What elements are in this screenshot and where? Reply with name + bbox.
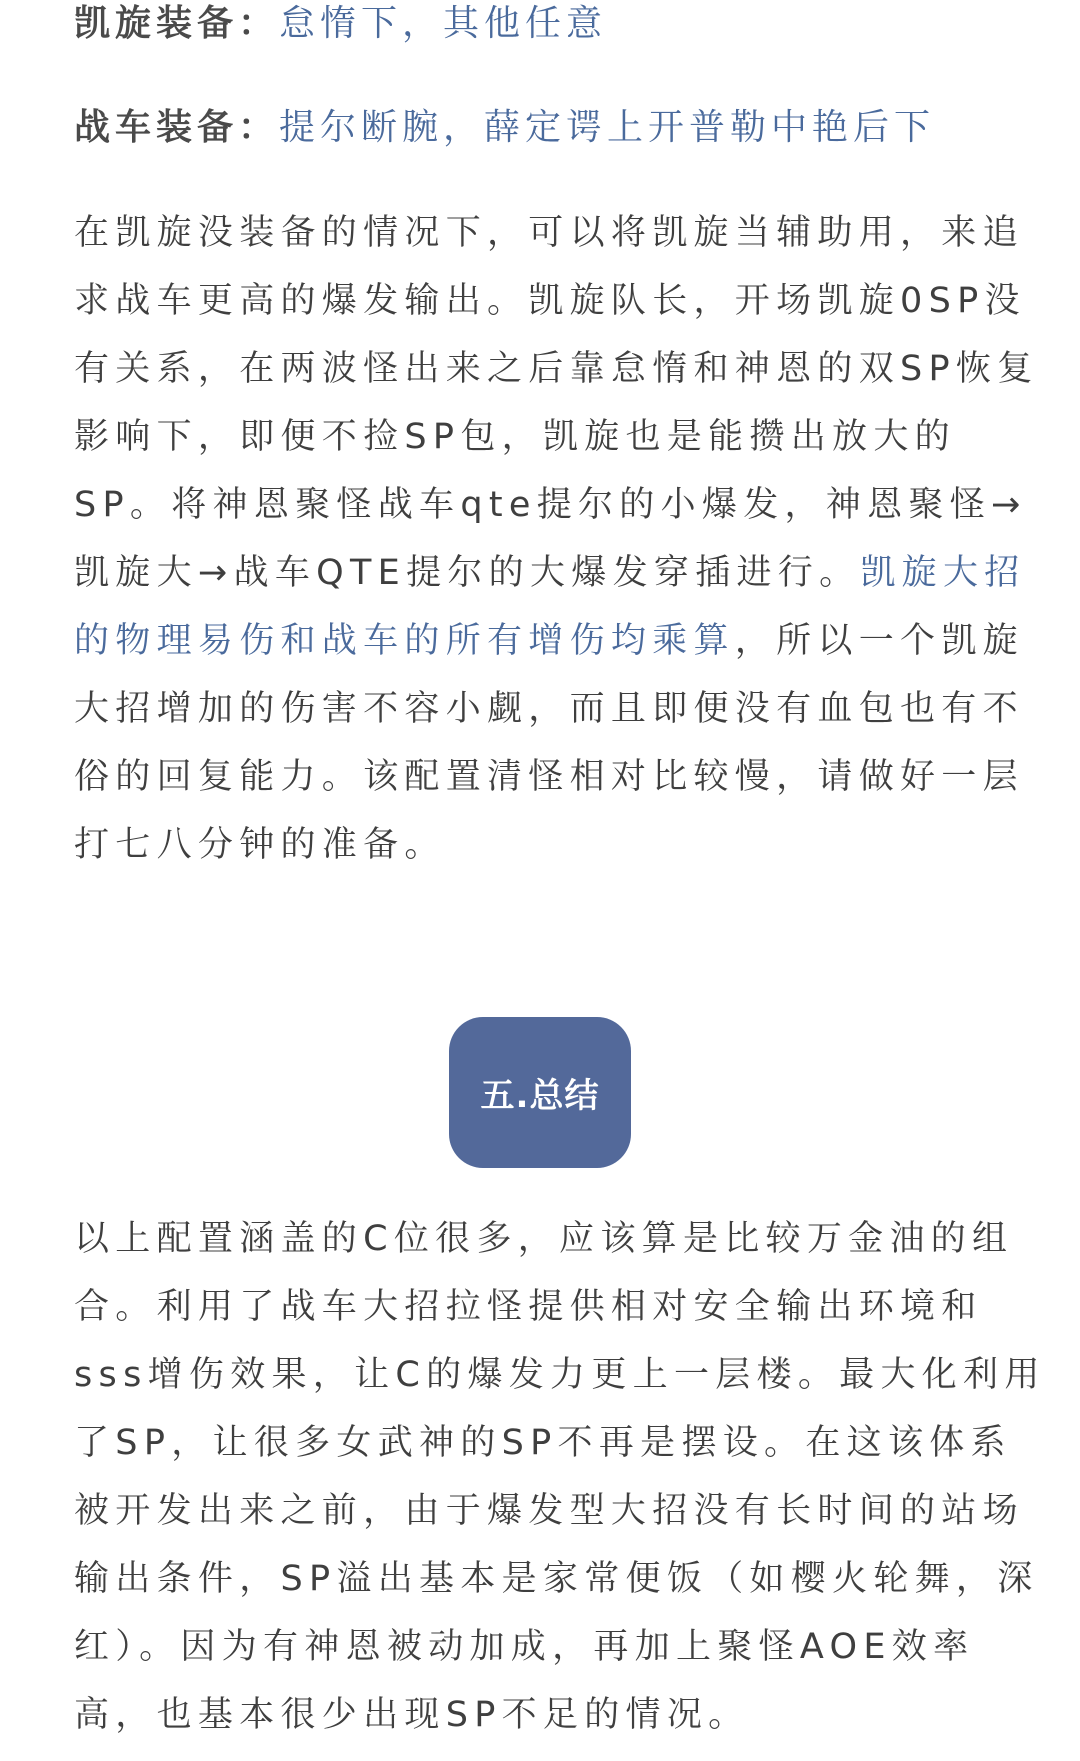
paragraph-line: 高，也基本很少出现SP不足的情况。 (74, 1695, 750, 1735)
paragraph-line: 求战车更高的爆发输出。凯旋队长，开场凯旋0SP没 (74, 281, 1026, 321)
strategy-paragraph (74, 211, 1039, 891)
section-heading-badge (449, 1017, 631, 1168)
paragraph-line: 输出条件，SP溢出基本是家常便饭（如樱火轮舞，深 (74, 1559, 1039, 1599)
section-title: 五.总结 (480, 1076, 600, 1116)
paragraph-line: sss增伤效果，让C的爆发力更上一层楼。最大化利用 (74, 1355, 1046, 1395)
paragraph-line: 以上配置涵盖的C位很多，应该算是比较万金油的组 (74, 1219, 1014, 1259)
paragraph-line: 了SP，让很多女武神的SP不再是摆设。在这该体系 (74, 1423, 1012, 1463)
zhanche-equipment-value: 提尔断腕，薛定谔上开普勒中艳后下 (279, 107, 936, 148)
paragraph-line: 有关系，在两波怪出来之后靠怠惰和神恩的双SP恢复 (74, 349, 1039, 389)
highlighted-text: 凯旋大招 (860, 553, 1026, 593)
paragraph-line: 打七八分钟的准备。 (74, 825, 446, 865)
paragraph-line: 在凯旋没装备的情况下，可以将凯旋当辅助用，来追 (74, 213, 1024, 253)
paragraph-line (74, 551, 1026, 619)
paragraph-line: 俗的回复能力。该配置清怪相对比较慢，请做好一层 (74, 757, 1024, 797)
paragraph-line: SP。将神恩聚怪战车qte提尔的小爆发，神恩聚怪→ (74, 485, 1027, 525)
paragraph-line (74, 619, 1024, 687)
paragraph-line: 被开发出来之前，由于爆发型大招没有长时间的站场 (74, 1491, 1024, 1531)
paragraph-text: ，所以一个凯旋 (734, 621, 1024, 661)
paragraph-line: 大招增加的伤害不容小觑，而且即便没有血包也有不 (74, 689, 1024, 729)
zhanche-equipment-label: 战车装备： (74, 107, 280, 148)
kaixuan-equipment-value: 怠惰下，其他任意 (279, 3, 608, 44)
zhanche-equipment-line (74, 106, 1004, 150)
paragraph-line: 合。利用了战车大招拉怪提供相对安全输出环境和 (74, 1287, 983, 1327)
kaixuan-equipment-label: 凯旋装备： (74, 3, 280, 44)
paragraph-line: 影响下，即便不捡SP包，凯旋也是能攒出放大的 (74, 417, 956, 457)
paragraph-text: 凯旋大→战车QTE提尔的大爆发穿插进行。 (74, 553, 861, 593)
kaixuan-equipment-line (74, 2, 1004, 46)
highlighted-text: 的物理易伤和战车的所有增伤均乘算 (74, 621, 735, 661)
paragraph-line: 红）。因为有神恩被动加成，再加上聚怪AOE效率 (74, 1627, 975, 1667)
summary-paragraph (74, 1217, 1046, 1761)
